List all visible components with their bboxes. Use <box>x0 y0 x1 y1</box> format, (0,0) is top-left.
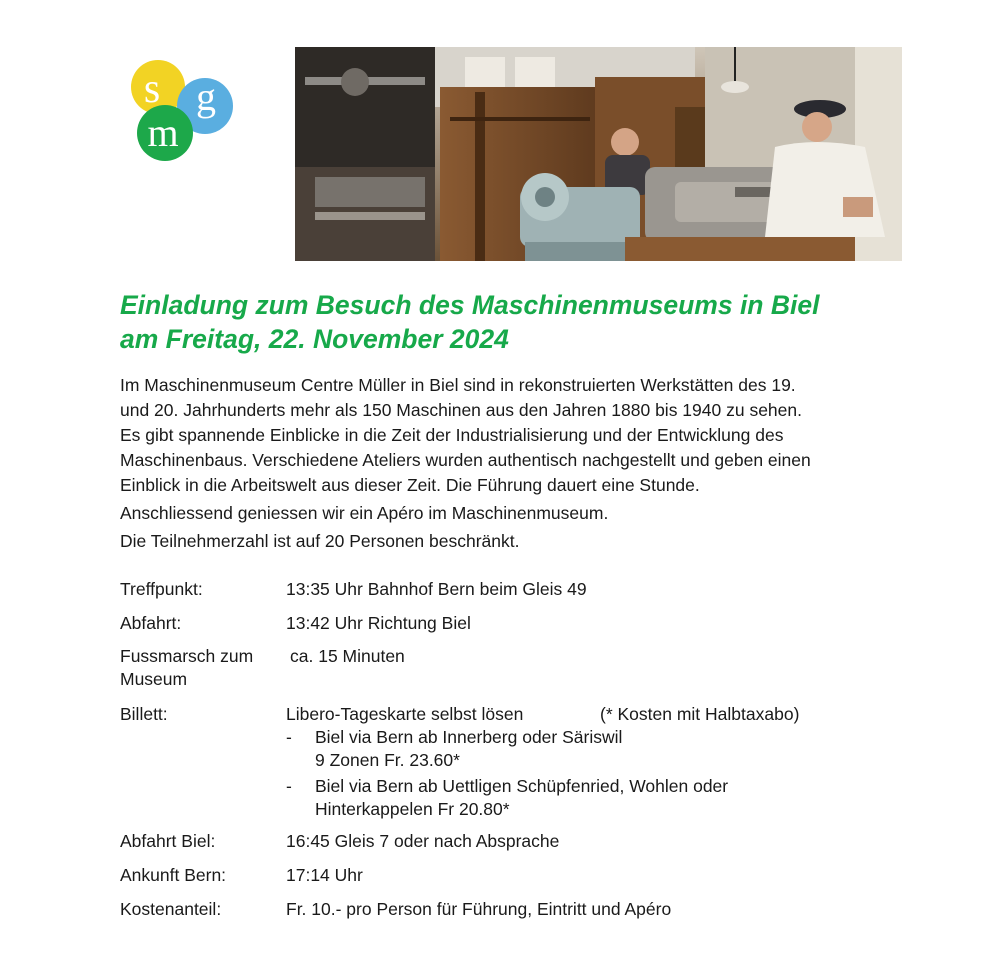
detail-label: Billett: <box>120 704 168 724</box>
list-dash: - <box>286 727 292 747</box>
billett-note: (* Kosten mit Halbtaxabo) <box>600 704 800 724</box>
intro-line: Die Teilnehmerzahl ist auf 20 Personen beschränkt. <box>120 531 520 551</box>
detail-label-line: Museum <box>120 669 188 689</box>
option-line: Biel via Bern ab Innerberg oder Säriswil <box>315 727 623 747</box>
detail-value: Fr. 10.- pro Person für Führung, Eintritt und Apéro <box>286 899 672 919</box>
detail-value: 16:45 Gleis 7 oder nach Absprache <box>286 831 560 851</box>
option-line: Biel via Bern ab Uettligen Schüpfenried, Wohlen oder <box>315 776 729 796</box>
billett-option-1 <box>286 726 976 772</box>
intro-line: und 20. Jahrhunderts mehr als 150 Maschinen aus den Jahren 1880 bis 1940 zu sehen. <box>120 400 802 420</box>
detail-value: ca. 15 Minuten <box>290 646 405 666</box>
museum-workshop-photo <box>295 47 902 261</box>
title-line-1: Einladung zum Besuch des Maschinenmuseums in Biel <box>120 290 820 320</box>
detail-label: Treffpunkt: <box>120 579 203 599</box>
detail-label: Abfahrt Biel: <box>120 831 216 851</box>
detail-value: 13:35 Uhr Bahnhof Bern beim Gleis 49 <box>286 579 587 599</box>
option-line: 9 Zonen Fr. 23.60* <box>315 750 460 770</box>
smg-logo <box>130 58 240 163</box>
intro-line: Es gibt spannende Einblicke in die Zeit der Industrialisierung und der Entwicklung des <box>120 425 784 445</box>
option-line: Hinterkappelen Fr 20.80* <box>315 799 510 819</box>
intro-text <box>120 373 960 554</box>
detail-value: 13:42 Uhr Richtung Biel <box>286 613 471 633</box>
logo-letter-g: g <box>196 74 216 119</box>
logo-letter-s: s <box>143 66 161 112</box>
logo-letter-m: m <box>147 110 179 155</box>
intro-line: Maschinenbaus. Verschiedene Ateliers wurden authentisch nachgestellt und geben einen <box>120 450 811 470</box>
title-line-2: am Freitag, 22. November 2024 <box>120 324 509 354</box>
intro-line: Einblick in die Arbeitswelt aus dieser Zeit. Die Führung dauert eine Stunde. <box>120 475 700 495</box>
detail-value-group <box>286 703 976 821</box>
detail-label: Abfahrt: <box>120 613 182 633</box>
detail-label: Ankunft Bern: <box>120 865 227 885</box>
billett-option-2 <box>286 775 976 821</box>
intro-line: Im Maschinenmuseum Centre Müller in Biel sind in rekonstruierten Werkstätten des 19. <box>120 375 796 395</box>
detail-label <box>120 645 280 691</box>
detail-value: 17:14 Uhr <box>286 865 363 885</box>
page-title <box>120 288 980 356</box>
detail-value: Libero-Tageskarte selbst lösen <box>286 704 524 724</box>
detail-label: Kostenanteil: <box>120 899 222 919</box>
intro-line: Anschliessend geniessen wir ein Apéro im Maschinenmuseum. <box>120 503 609 523</box>
list-dash: - <box>286 776 292 796</box>
detail-label-line: Fussmarsch zum <box>120 646 254 666</box>
